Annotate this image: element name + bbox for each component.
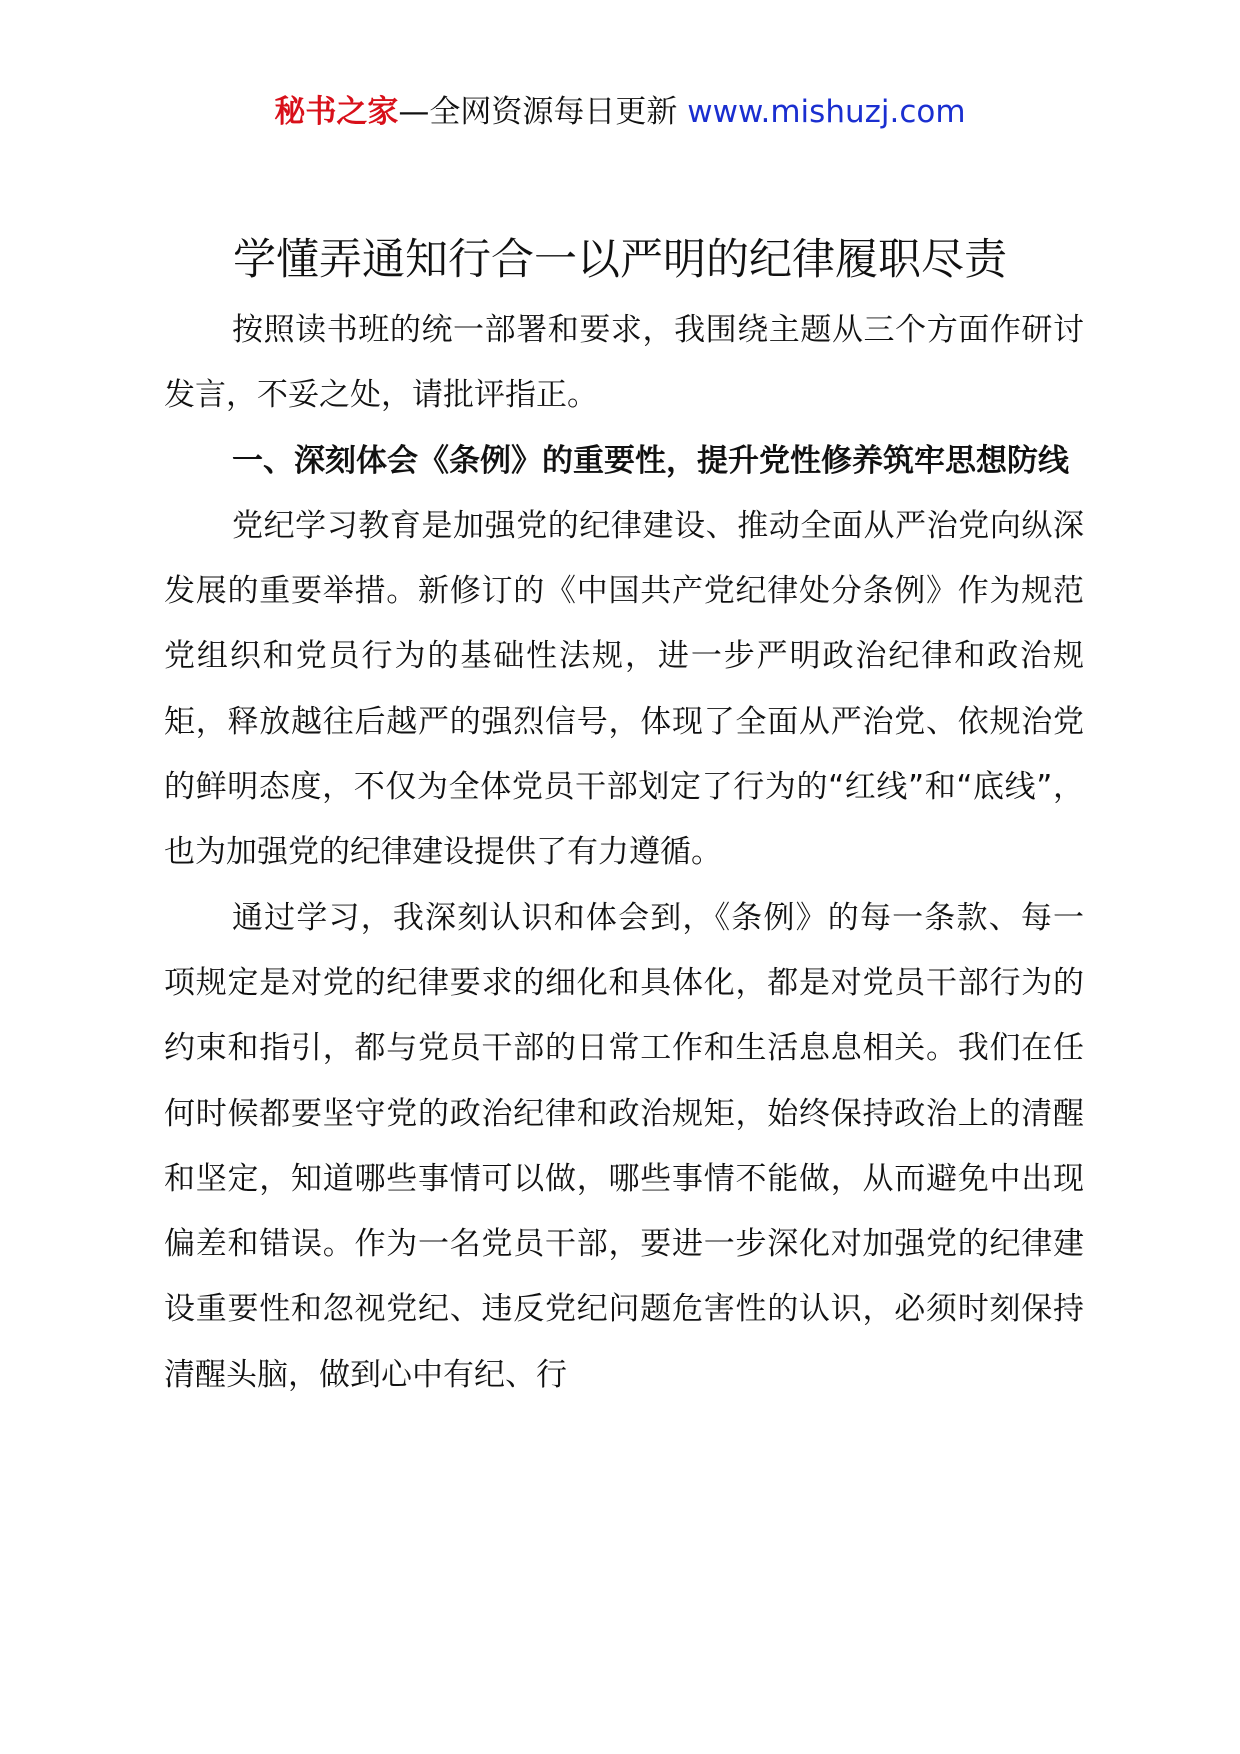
site-brand: 秘书之家 (274, 94, 399, 130)
site-url-link[interactable]: www.mishuzj.com (687, 94, 966, 130)
site-tagline: —全网资源每日更新 (398, 94, 678, 130)
paragraph-body: 党纪学习教育是加强党的纪律建设、推动全面从严治党向纵深发展的重要举措。新修订的《中国共产党纪律处分条例》作为规范党组织和党员行为的基础性法规，进一步严明政治纪律和政治规矩，释放越往后越严的强烈信号，体现了全面从严治党、依规治党的鲜明态度，不仅为全体党员干部划定了行为的“红线”和“底线”，也为加强党的纪律建设提供了有力遵循。 (164, 507, 1084, 871)
paragraph-intro: 按照读书班的统一部署和要求，我围绕主题从三个方面作研讨发言，不妥之处，请批评指正。 (164, 312, 1084, 414)
site-header (0, 88, 1240, 136)
paragraph-body: 通过学习，我深刻认识和体会到，《条例》的每一条款、每一项规定是对党的纪律要求的细化和具体化，都是对党员干部行为的约束和指引，都与党员干部的日常工作和生活息息相关。我们在任何时候都要坚守党的政治纪律和政治规矩，始终保持政治上的清醒和坚定，知道哪些事情可以做，哪些事情不能做，从而避免中出现偏差和错误。作为一名党员干部，要进一步深化对加强党的纪律建设重要性和忽视党纪、违反党纪问题危害性的认识，必须时刻保持清醒头脑，做到心中有纪、行 (164, 899, 1084, 1393)
document-title: 学懂弄通知行合一以严明的纪律履职尽责 (233, 235, 1007, 285)
section-heading: 一、深刻体会《条例》的重要性，提升党性修养筑牢思想防线 (232, 442, 1069, 479)
document-body (164, 298, 1084, 1408)
